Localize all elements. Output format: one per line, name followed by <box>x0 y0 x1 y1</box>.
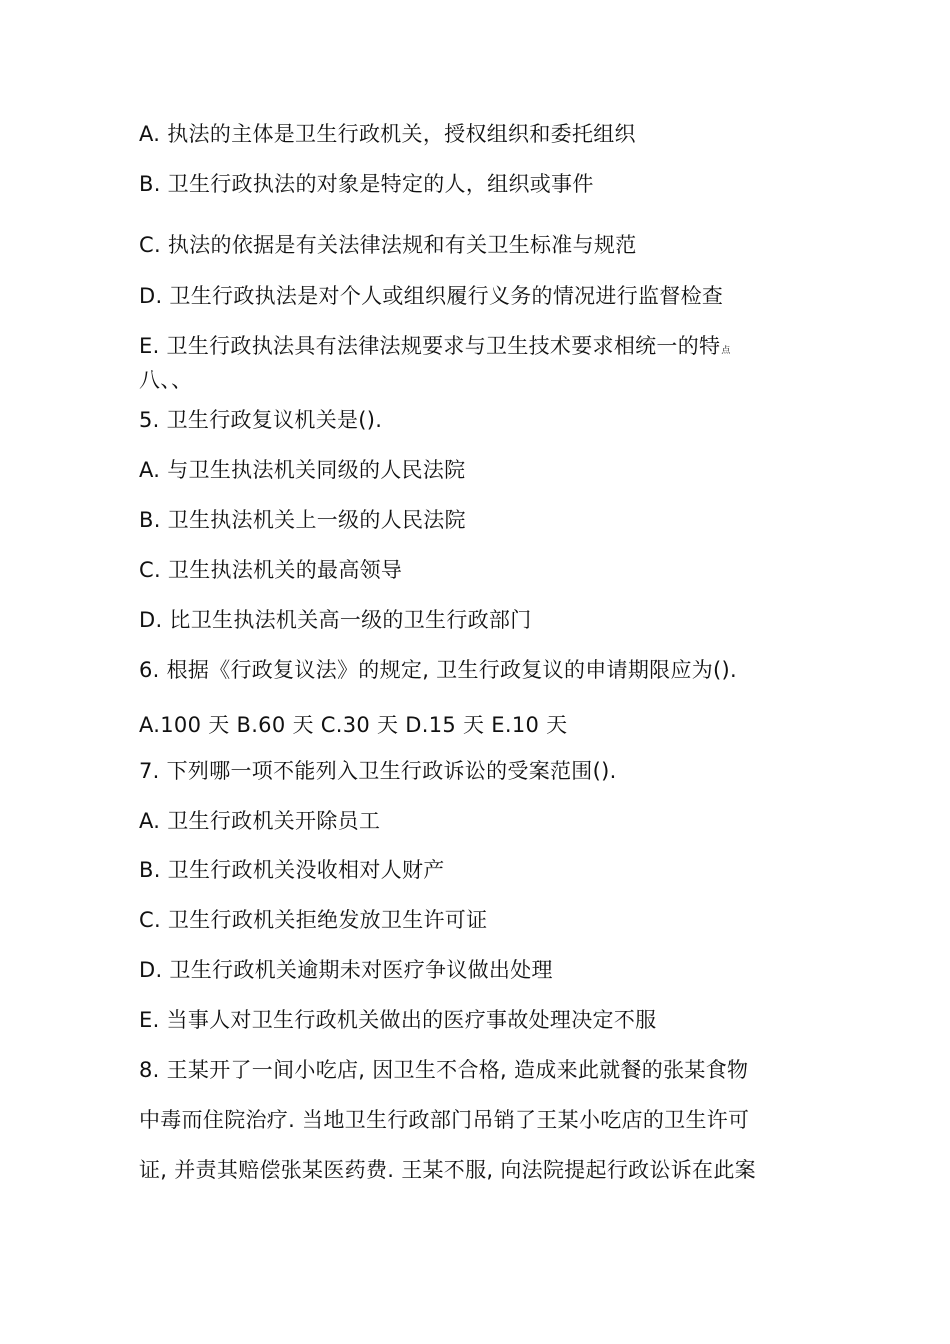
q7-option-a: A. 卫生行政机关开除员工 <box>139 809 381 833</box>
option-a-line: A. 执法的主体是卫生行政机关，授权组织和委托组织 <box>139 122 636 146</box>
question-8-line-2: 中毒而住院治疗. 当地卫生行政部门吊销了王某小吃店的卫生许可 <box>139 1108 750 1132</box>
option-c-line: C. 执法的依据是有关法律法规和有关卫生标准与规范 <box>139 233 637 257</box>
question-6: 6. 根据《行政复议法》的规定, 卫生行政复议的申请期限应为(). <box>139 658 738 682</box>
question-8-line-1: 8. 王某开了一间小吃店, 因卫生不合格, 造成来此就餐的张某食物 <box>139 1058 749 1082</box>
question-7: 7. 下列哪一项不能列入卫生行政诉讼的受案范围(). <box>139 759 617 783</box>
q5-option-c: C. 卫生执法机关的最高领导 <box>139 558 403 582</box>
option-e-line <box>139 332 731 365</box>
option-d-line: D. 卫生行政执法是对个人或组织履行义务的情况进行监督检查 <box>139 284 724 308</box>
q5-option-a: A. 与卫生执法机关同级的人民法院 <box>139 458 466 482</box>
option-b-line: B. 卫生行政执法的对象是特定的人，组织或事件 <box>139 172 594 196</box>
q7-option-b: B. 卫生行政机关没收相对人财产 <box>139 858 445 882</box>
option-e-continuation: 八、、 <box>139 368 193 392</box>
small-mark: 点 <box>721 346 731 356</box>
question-5: 5. 卫生行政复议机关是(). <box>139 408 383 432</box>
q7-option-c: C. 卫生行政机关拒绝发放卫生许可证 <box>139 908 488 932</box>
q5-option-b: B. 卫生执法机关上一级的人民法院 <box>139 508 466 532</box>
q7-option-e: E. 当事人对卫生行政机关做出的医疗事故处理决定不服 <box>139 1008 657 1032</box>
q5-option-d: D. 比卫生执法机关高一级的卫生行政部门 <box>139 608 532 632</box>
q7-option-d: D. 卫生行政机关逾期未对医疗争议做出处理 <box>139 958 553 982</box>
question-8-line-3: 证, 并责其赔偿张某医药费. 王某不服, 向法院提起行政讼诉在此案 <box>139 1158 756 1182</box>
option-e-text: E. 卫生行政执法具有法律法规要求与卫生技术要求相统一的特 <box>139 334 721 358</box>
q6-options: A.100 天 B.60 天 C.30 天 D.15 天 E.10 天 <box>139 713 568 737</box>
